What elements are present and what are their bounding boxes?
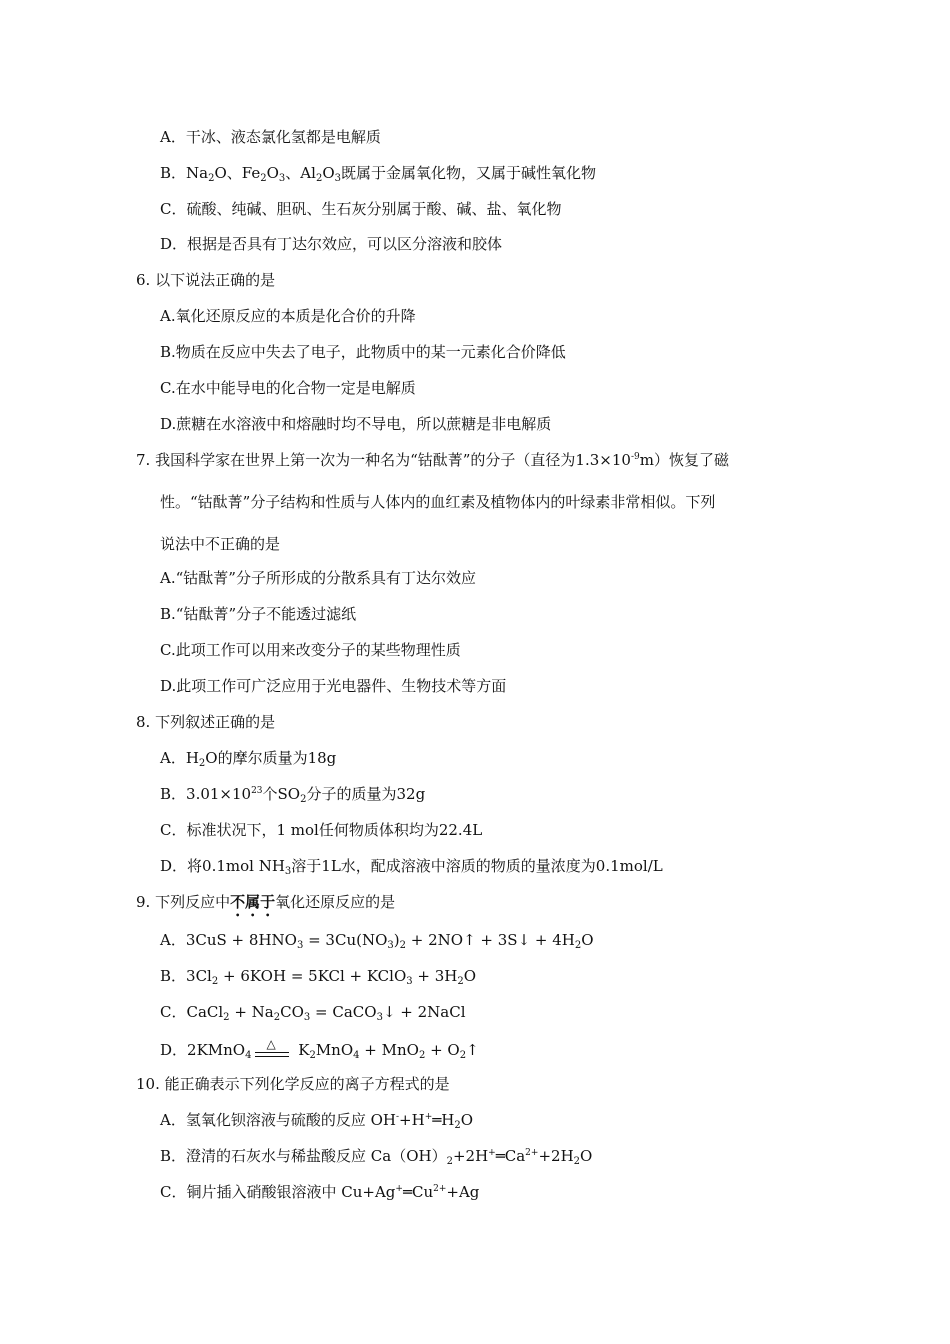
q9-option-d: D．2KMnO$_4$ △ $K_2MnO_4 + MnO_2$ + $O_2↑$ [160,1037,479,1061]
q7-option-d: D.此项工作可广泛应用于光电器件、生物技术等方面 [160,677,507,695]
q10-option-c: C．铜片插入硝酸银溶液中 $Cu+Ag^+═Cu^{2+}+Ag$ [160,1183,480,1201]
q10-stem: 10. 能正确表示下列化学反应的离子方程式的是 [136,1075,450,1093]
q9-option-c: C．CaCl$_2$ + $Na_2CO_3$ = CaCO$_3$↓ + 2NaCl [160,1003,466,1023]
q7-stem-line3: 说法中不正确的是 [160,535,281,553]
q8-stem: 8. 下列叙述正确的是 [136,713,276,731]
q6-option-a: A.氧化还原反应的本质是化合价的升降 [160,307,416,325]
q7-option-a: A.“钴酞菁”分子所形成的分散系具有丁达尔效应 [160,569,476,587]
q6-option-b: B.物质在反应中失去了电子，此物质中的某一元素化合价降低 [160,343,566,361]
q10-option-a: A．氢氧化钡溶液与硫酸的反应 $OH^-+H^+═H_2O$ [160,1111,474,1131]
q9-emphasis: 不属于 [230,893,276,911]
q8-option-d: D．将0.1mol $NH_3$溶于1L水，配成溶液中溶质的物质的量浓度为0.1mol/L [160,857,663,877]
q5-option-a: A．干冰、液态氯化氢都是电解质 [160,128,381,146]
q9-option-a: A．$3CuS + 8HNO_3 = 3Cu(NO_3)_2$ + 2NO↑ + 3S↓ + $4H_2O$ [160,931,594,951]
heating-condition-equals: △ [255,1041,289,1061]
q5-option-d: D．根据是否具有丁达尔效应，可以区分溶液和胶体 [160,235,503,253]
q6-option-c: C.在水中能导电的化合物一定是电解质 [160,379,416,397]
q5-option-b: B．$Na_2O$、$Fe_2O_3$、$Al_2O_3$既属于金属氧化物，又属于碱性氧化物 [160,164,597,184]
q8-option-c: C．标准状况下，1 mol任何物质体积均为22.4L [160,821,483,839]
q8-option-b: B．$3.01\times 10^{23}$个$SO_2$分子的质量为32g [160,785,426,805]
q6-option-d: D.蔗糖在水溶液中和熔融时均不导电，所以蔗糖是非电解质 [160,415,552,433]
q10-option-b: B．澄清的石灰水与稀盐酸反应 $Ca(OH)_2+2H^+═Ca^{2+}+2H_2O$ [160,1147,593,1167]
q7-option-c: C.此项工作可以用来改变分子的某些物理性质 [160,641,461,659]
q6-stem: 6. 以下说法正确的是 [136,271,276,289]
q7-stem-line2: 性。“钴酞菁”分子结构和性质与人体内的血红素及植物体内的叶绿素非常相似。下列 [160,493,716,511]
q7-option-b: B.“钴酞菁”分子不能透过滤纸 [160,605,357,623]
q5-option-c: C．硫酸、纯碱、胆矾、生石灰分别属于酸、碱、盐、氧化物 [160,200,562,218]
q7-stem-line1: 7. 我国科学家在世界上第一次为一种名为“钴酞菁”的分子（直径为$1.3\times 10^{-9}m$）恢复了磁 [136,451,729,469]
q9-option-b: B．$3Cl_2 + 6KOH = 5KCl$ + KClO$_3$ + $3H_2O$ [160,967,477,987]
q8-option-a: A．$H_2O$的摩尔质量为18g [160,749,337,769]
q9-stem: 9. 下列反应中不属于氧化还原反应的是 [136,893,396,911]
